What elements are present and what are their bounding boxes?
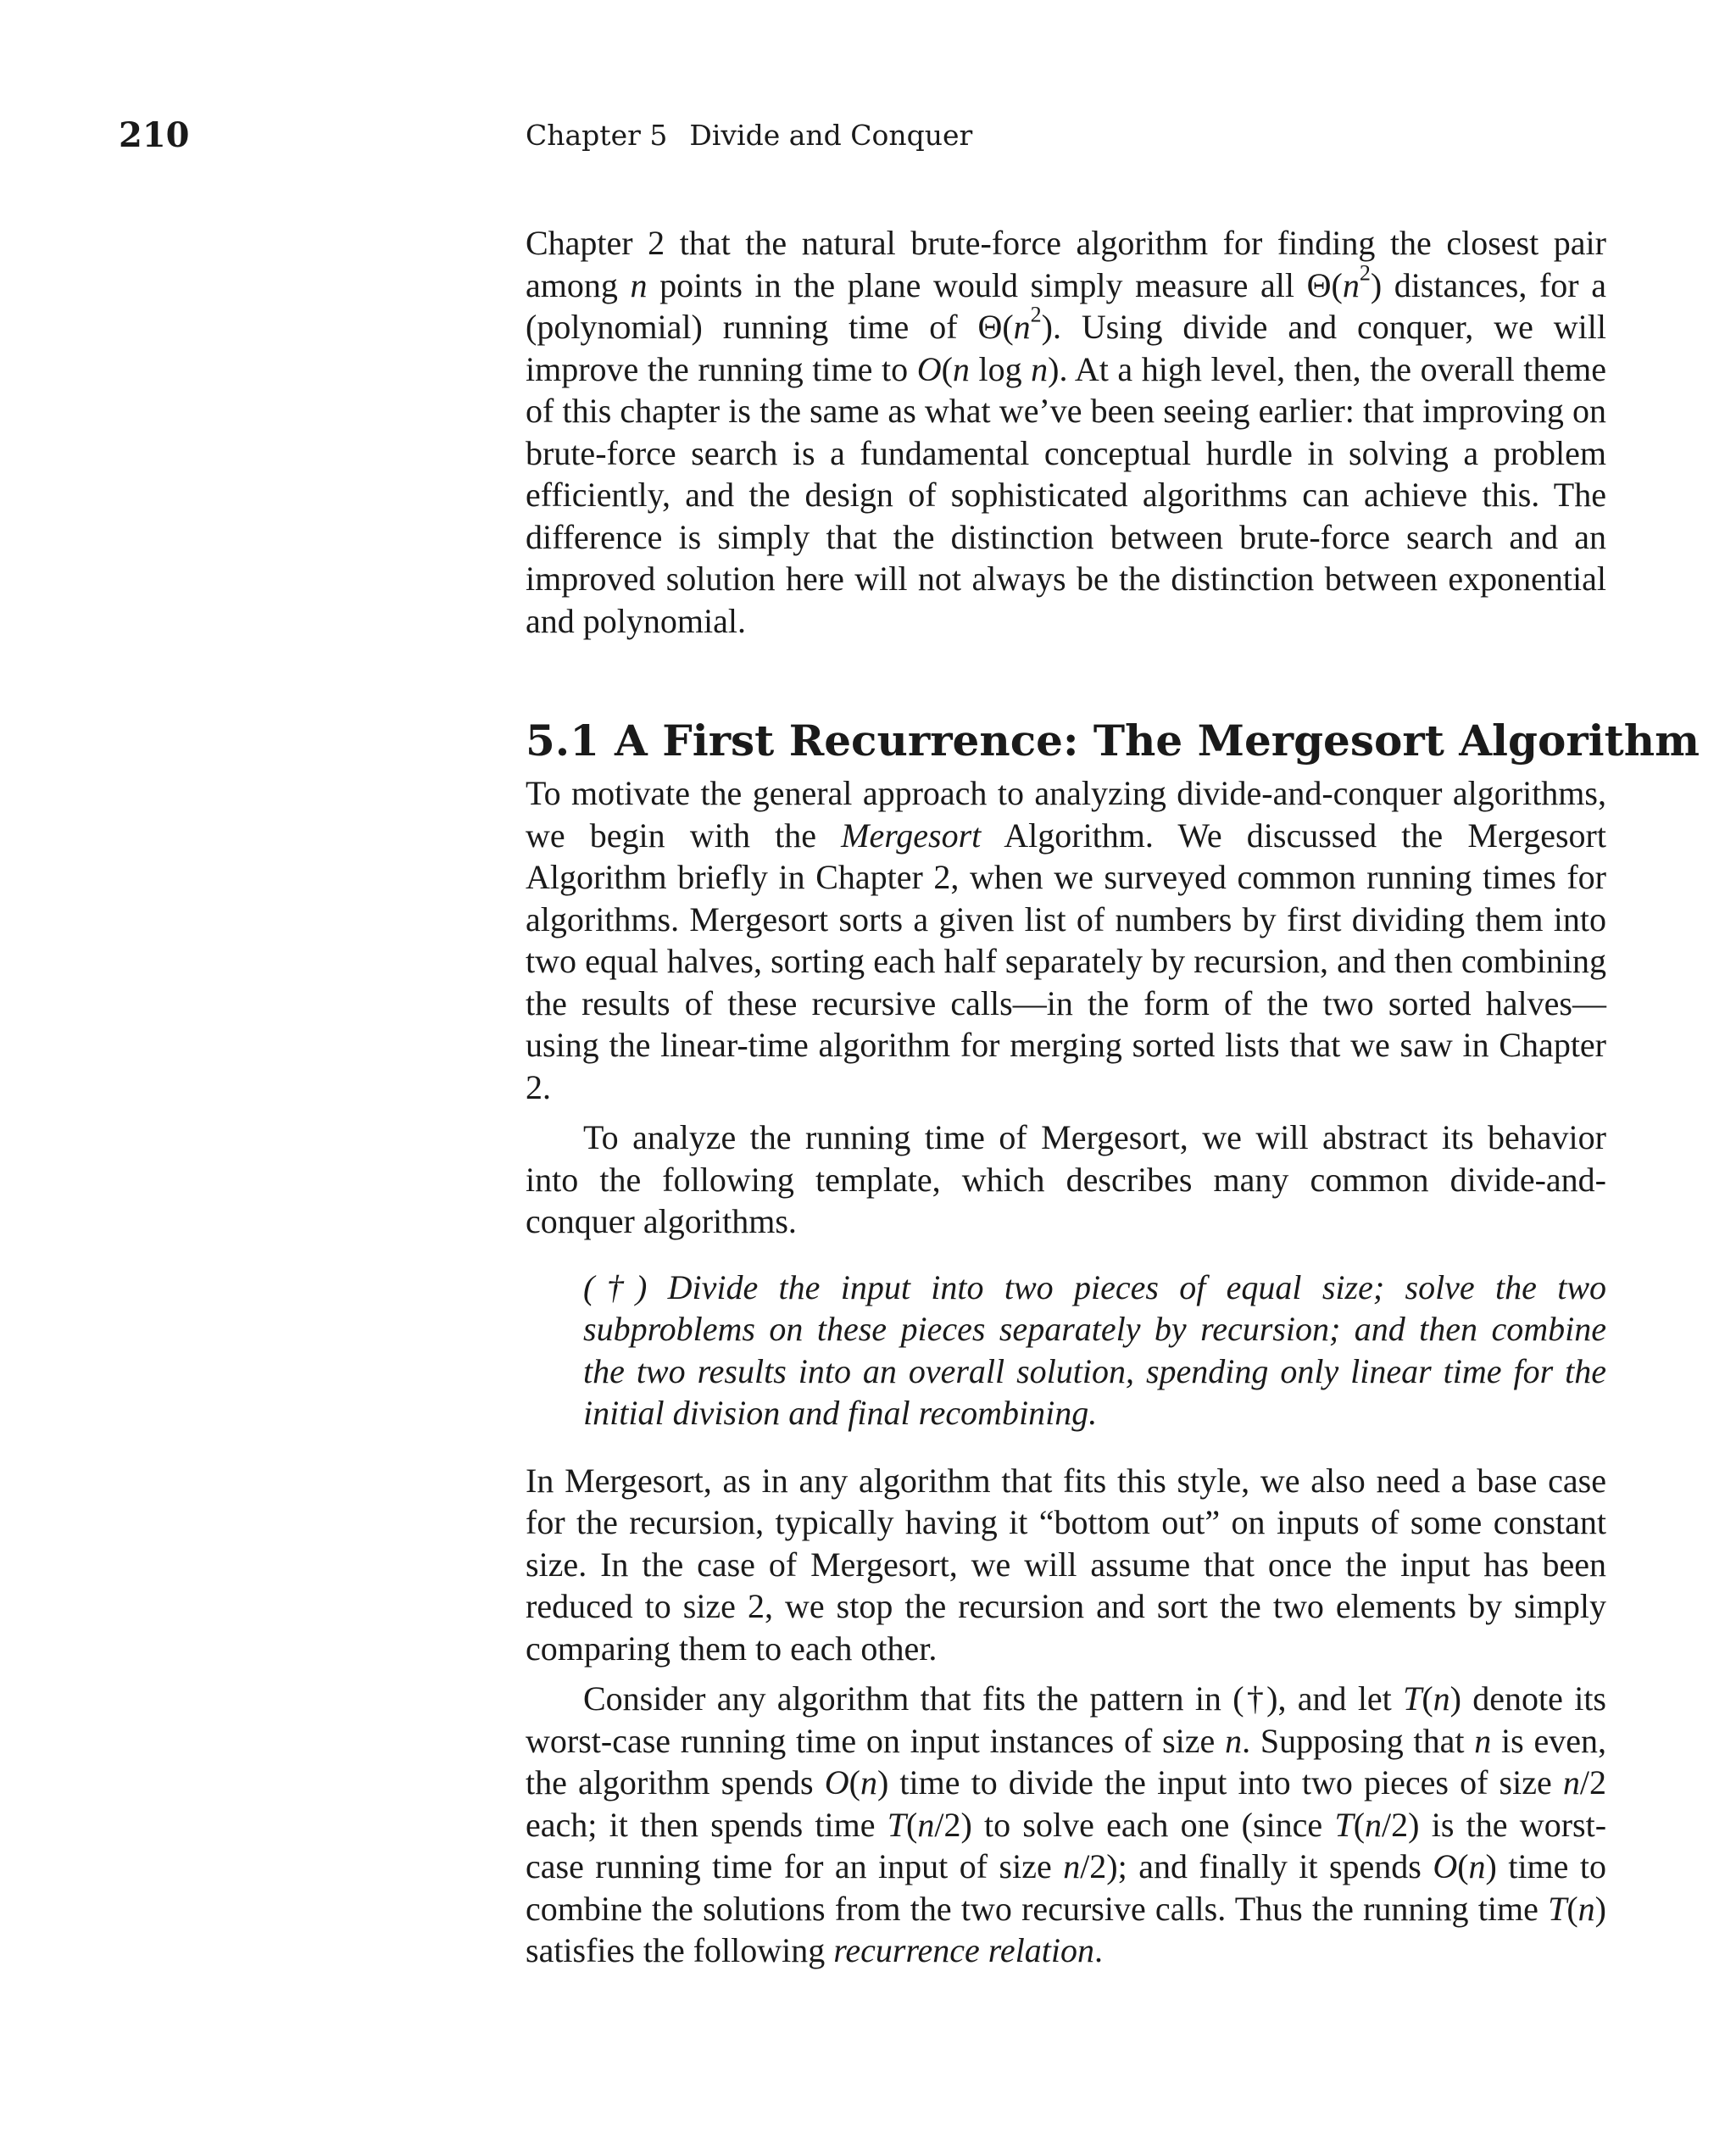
superscript: 2 <box>1359 260 1371 285</box>
paragraph-analysis: To analyze the running time of Mergesort, we will abstract its behavior into the following template, which describes many common divide-and-conquer algorithms. <box>526 1118 1606 1240</box>
math-var: n <box>1031 349 1049 388</box>
template-statement: (†) Divide the input into two pieces of equal size; solve the two subproblems on these pieces separately by recursion; and then combine the two results into an overall solution, spending only linear time for the initial division and final recombining. <box>583 1267 1606 1432</box>
paragraph-intro: To motivate the general approach to analyzing divide-and-conquer algorithms, we begin with the Mergesort Algorithm. We discussed the Mergesort Algorithm briefly in Chapter 2, when we surveyed common running times for algorithms. Mergesort sorts a given list of numbers by first dividing them into two equal halves, sorting each half separately by recursion, and then combining the results of these recursive calls—in the form of the two sorted halves—using the linear-time algorithm for merging sorted lists that we saw in Chapter 2. <box>526 774 1606 1106</box>
paragraph-recurrence: Consider any algorithm that fits the pattern in (†), and let T(n) denote its worst-case running time on input instances of size n. Supposing that n is even, the algorithm spends O(n) time to divide the input into two pieces of size n/2 each; it then spends time T(n/2) to solve each one (since T(n/2) is the worst-case running time for an input of size n/2); and finally it spends O(n) time to combine the solutions from the two recursive calls. Thus the running time T(n) satisfies the following recurrence relation. <box>526 1679 1607 1969</box>
math-var: O <box>916 349 942 388</box>
emphasis: Mergesort <box>841 816 982 855</box>
running-head <box>526 117 972 154</box>
math-var: n <box>1342 265 1360 304</box>
math-var: n <box>630 265 648 304</box>
page-number: 210 <box>119 115 190 155</box>
superscript: 2 <box>1030 302 1042 327</box>
paragraph-base-case: In Mergesort, as in any algorithm that fits this style, we also need a base case for the recursion, typically having it “bottom out” on inputs of some constant size. In the case of Mergesort, we will assume that once the input has been reduced to size 2, we stop the recursion and sort the two elements by simply comparing them to each other. <box>526 1461 1606 1668</box>
main-text-column <box>526 222 1700 1972</box>
emphasis: recurrence relation <box>833 1931 1094 1969</box>
section-heading <box>526 715 1700 767</box>
chapter-title: Divide and Conquer <box>689 119 973 152</box>
paragraph-continued: Chapter 2 that the natural brute-force algorithm for finding the closest pair among n points in the plane would simply measure all $\Theta(n^2)$ distances, for a (polynomial) running time of $\Theta(n^2)$. Using divide and conquer, we will improve the running time to O(n log n). At a high level, then, the overall theme of this chapter is the same as what we’ve been seeing earlier: that improving on brute-force search is a fundamental conceptual hurdle in solving a problem efficiently, and the design of sophisticated algorithms can achieve this. The difference is simply that the distinction between brute-force search and an improved solution here will not always be the distinction between exponential and polynomial. <box>526 224 1607 640</box>
chapter-label: Chapter 5 <box>526 119 668 152</box>
section-title: A First Recurrence: The Mergesort Algorithm <box>615 716 1700 766</box>
section-number: 5.1 <box>526 716 599 766</box>
math-var: n <box>1013 308 1031 346</box>
math-var: n <box>952 349 970 388</box>
